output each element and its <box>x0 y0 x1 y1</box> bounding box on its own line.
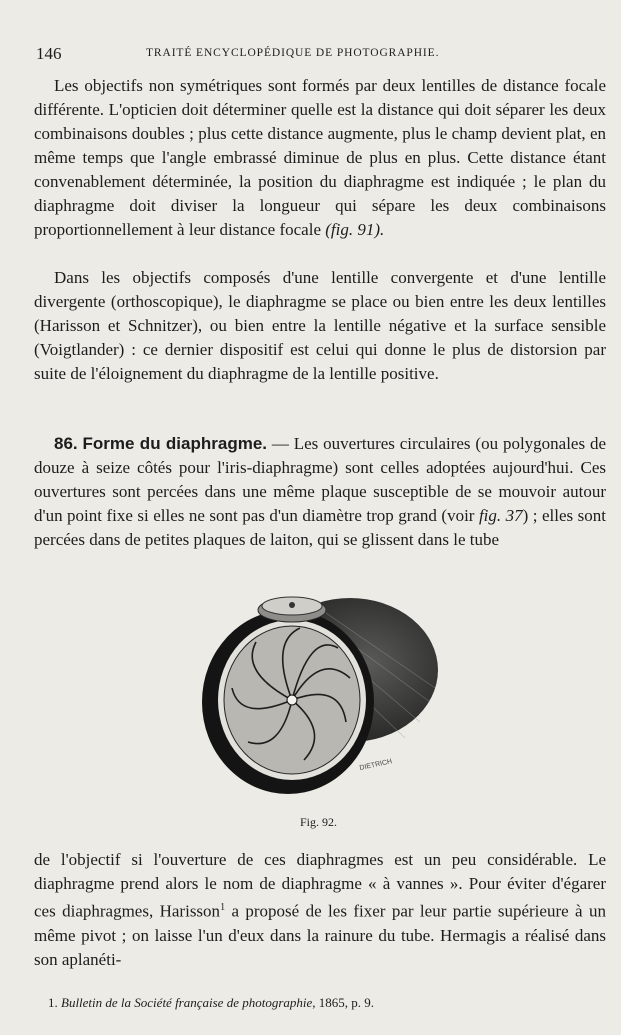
footnote-marker: 1 <box>220 902 226 913</box>
engraver-signature: DIETRICH <box>358 758 393 772</box>
figure-reference: fig. 37 <box>478 506 523 525</box>
section-number: 86. <box>54 434 78 453</box>
paragraph-diaphragme-a-vannes <box>34 848 606 972</box>
paragraph-text-continued: a proposé de les fixer par leur partie supérieure à un même pivot ; on laisse l'un d'eux dans la rainure du tube. Hermagis a réalisé dans son aplanéti- <box>34 901 606 969</box>
section-title: Forme du diaphragme. <box>82 434 267 453</box>
figure-92-iris-diaphragm <box>200 592 450 802</box>
paragraph-objectifs-composes <box>34 266 606 386</box>
footnote-number: 1. <box>48 995 58 1010</box>
paragraph-text: Les objectifs non symétriques sont formés par deux lentilles de distance focale différente. L'opticien doit déterminer quelle est la distance qui doit séparer les deux combinaisons doubles ; plus cette distance augmente, plus le champ devient plat, en même temps que l'angle embrassé diminue de plus en plus. Cette distance étant convenablement déterminée, la position du diaphragme est indiquée ; le plan du diaphragme doit diviser la longueur qui sépare les deux combinaisons proportionnellement à leur distance focale <box>34 76 606 239</box>
figure-caption: Fig. 92. <box>300 815 338 829</box>
figure-reference: (fig. 91). <box>325 220 385 239</box>
paragraph-text: de l'objectif si l'ouverture de ces diaphragmes est un peu considérable. Le diaphragme prend alors le nom de diaphragme « à vannes ». Pour éviter d'égarer ces diaphragmes, Harisson <box>34 850 606 921</box>
paragraph-text: — Les ouvertures circulaires (ou polygonales de douze à seize côtés pour l'iris-diaphragme) sont celles adoptées aujourd'hui. Ces ouvertures sont percées dans une même plaque susceptible de se mouvoir autour d'un point fixe si elles ne sont pas d'un diamètre trop grand (voir <box>34 434 607 525</box>
knob-pin <box>289 602 295 608</box>
page-header <box>36 44 603 66</box>
iris-diaphragm-engraving <box>200 592 450 802</box>
page-number: 146 <box>36 44 62 63</box>
paragraph-text-continued: ) ; elles sont percées dans de petites plaques de laiton, qui se glissent dans le tube <box>34 506 606 549</box>
iris-aperture <box>287 695 297 705</box>
paragraph-text: Dans les objectifs composés d'une lentille convergente et d'une lentille divergente (orthoscopique), le diaphragme se place ou bien entre les deux lentilles (Harisson et Schnitzer), ou bien entre la lentille négative et la surface sensible (Voigtlander) : ce dernier dispositif est celui qui donne le plus de distorsion par suite de l'éloignement du diaphragme de la lentille positive. <box>34 268 606 383</box>
footnote <box>48 995 608 1011</box>
running-title: TRAITÉ ENCYCLOPÉDIQUE DE PHOTOGRAPHIE. <box>146 47 440 59</box>
footnote-citation: , 1865, p. 9. <box>312 995 375 1010</box>
footnote-journal-title: Bulletin de la Société française de photographie <box>61 995 313 1010</box>
section-86-forme-du-diaphragme <box>34 432 606 552</box>
paragraph-objectifs-non-symetriques <box>34 74 606 242</box>
